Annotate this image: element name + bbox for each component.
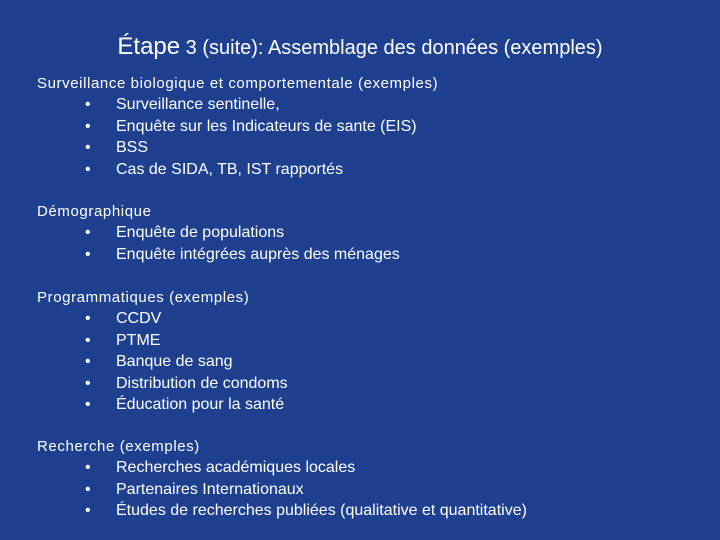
section-heading: Démographique bbox=[37, 203, 152, 220]
list-item-text: Distribution de condoms bbox=[116, 374, 288, 392]
bullet-list bbox=[37, 222, 400, 265]
bullet-icon: • bbox=[85, 331, 91, 349]
bullet-icon: • bbox=[85, 310, 91, 327]
list-item-text: PTME bbox=[116, 331, 161, 349]
bullet-icon: • bbox=[85, 245, 91, 263]
list-item bbox=[37, 159, 438, 181]
bullet-icon: • bbox=[85, 353, 91, 370]
bullet-list bbox=[37, 308, 288, 416]
list-item bbox=[37, 457, 527, 479]
slide-title bbox=[0, 33, 720, 64]
bullet-icon: • bbox=[85, 396, 91, 413]
list-item bbox=[37, 394, 288, 416]
section-demographic bbox=[37, 202, 400, 265]
list-item-text: Éducation pour la santé bbox=[116, 396, 285, 413]
bullet-icon: • bbox=[85, 459, 91, 476]
bullet-list bbox=[37, 457, 527, 522]
list-item-text: BSS bbox=[116, 139, 149, 156]
list-item-text: Enquête de populations bbox=[116, 224, 285, 241]
list-item bbox=[37, 137, 438, 159]
list-item-text: Enquête intégrées auprès des ménages bbox=[116, 245, 400, 263]
list-item-text: Études de recherches publiées (qualitative et quantitative) bbox=[116, 502, 527, 519]
list-item-text: CCDV bbox=[116, 310, 162, 327]
slide-title-main: Étape bbox=[117, 33, 181, 60]
list-item-text: Recherches académiques locales bbox=[116, 459, 356, 476]
bullet-icon: • bbox=[85, 374, 91, 392]
list-item-text: Cas de SIDA, TB, IST rapportés bbox=[116, 160, 344, 178]
bullet-list bbox=[37, 94, 438, 180]
list-item-text: Enquête sur les Indicateurs de sante (EIS) bbox=[116, 117, 417, 135]
list-item bbox=[37, 479, 527, 501]
list-item bbox=[37, 373, 288, 395]
section-heading: Programmatiques (exemples) bbox=[37, 289, 250, 306]
bullet-icon: • bbox=[85, 117, 91, 135]
list-item-text: Banque de sang bbox=[116, 353, 233, 370]
bullet-icon: • bbox=[85, 160, 91, 178]
list-item-text: Partenaires Internationaux bbox=[116, 480, 304, 498]
section-research bbox=[37, 437, 527, 522]
list-item bbox=[37, 244, 400, 266]
list-item bbox=[37, 330, 288, 352]
list-item bbox=[37, 222, 400, 244]
bullet-icon: • bbox=[85, 224, 91, 241]
list-item bbox=[37, 94, 438, 116]
section-programmatic bbox=[37, 288, 288, 416]
bullet-icon: • bbox=[85, 96, 91, 113]
list-item-text: Surveillance sentinelle, bbox=[116, 96, 280, 113]
bullet-icon: • bbox=[85, 502, 91, 519]
list-item bbox=[37, 351, 288, 373]
bullet-icon: • bbox=[85, 139, 91, 156]
section-heading: Recherche (exemples) bbox=[37, 438, 200, 455]
list-item bbox=[37, 500, 527, 522]
list-item bbox=[37, 116, 438, 138]
slide-title-rest: 3 (suite): Assemblage des données (exemples) bbox=[180, 37, 603, 59]
bullet-icon: • bbox=[85, 480, 91, 498]
section-biological-surveillance bbox=[37, 74, 438, 180]
list-item bbox=[37, 308, 288, 330]
section-heading: Surveillance biologique et comportementale (exemples) bbox=[37, 75, 439, 92]
